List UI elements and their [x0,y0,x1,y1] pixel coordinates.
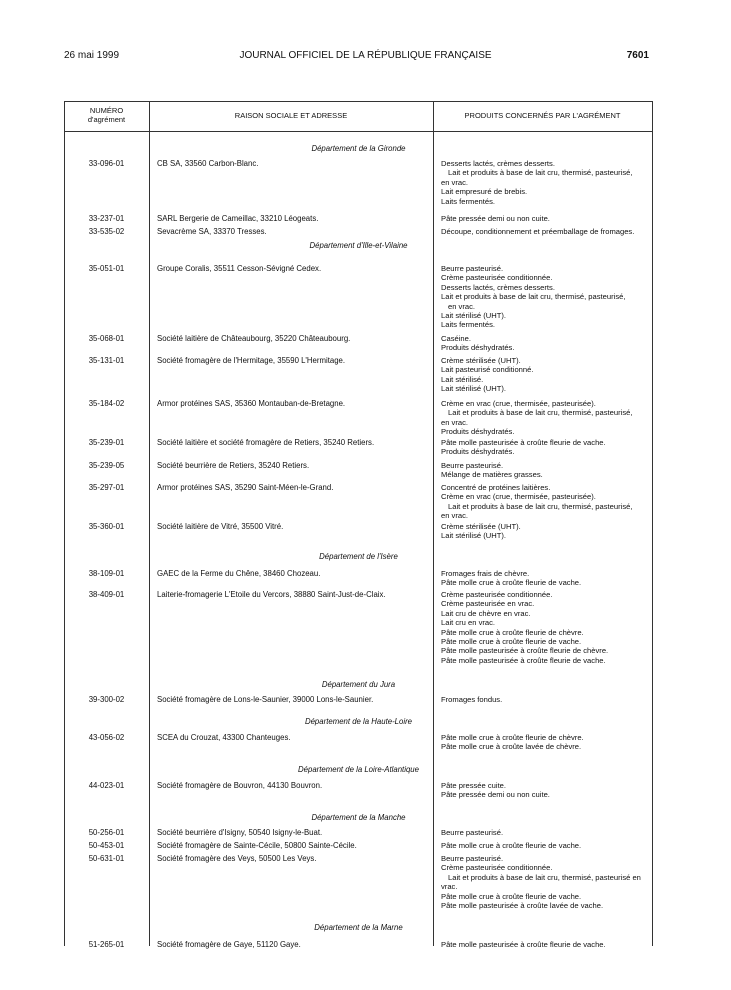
raison-sociale: SARL Bergerie de Cameillac, 33210 Léogeats. [157,214,319,223]
produit-line: en vrac. [448,301,476,311]
agrement-number: 35-184-02 [88,399,125,408]
raison-sociale: Laiterie-fromagerie L'Etoile du Vercors, 38880 Saint-Just-de-Claix. [157,590,386,599]
produit-line: Beurre pasteurisé. [441,828,504,837]
produits-list [441,399,632,437]
raison-sociale: SCEA du Crouzat, 43300 Chanteuges. [157,733,291,742]
produits-list [441,590,608,665]
produits-list [441,781,550,800]
produit-line: Pâte pressée demi ou non cuite. [441,790,550,800]
produit-line: Crème stérilisée (UHT). [441,356,521,365]
produits-list [441,356,533,394]
produit-line: Crème stérilisée (UHT). [441,522,521,531]
produits-list [441,159,632,206]
department-heading: Département de la Marne [314,923,403,932]
produits-list [441,695,502,704]
agrement-number: 38-409-01 [88,590,125,599]
produit-line: Pâte molle crue à croûte lavée de chèvre. [441,742,582,752]
produit-line: Pâte molle crue à croûte fleurie de vache. [441,578,582,588]
produit-line: Lait et produits à base de lait cru, thermisé, pasteurisé en [448,872,641,882]
produits-list [441,227,634,236]
produit-line: vrac. [441,882,458,892]
page-number: 7601 [626,50,649,61]
agrement-number: 51-265-01 [88,940,125,949]
produits-list [441,940,606,949]
agrement-number: 35-051-01 [88,264,125,273]
produit-line: Pâte molle pasteurisée à croûte fleurie de vache. [441,655,606,665]
produit-line: Pâte molle pasteurisée à croûte fleurie de vache. [441,438,606,447]
produit-line: Produits déshydratés. [441,447,515,457]
produit-line: Pâte molle crue à croûte fleurie de chèvre. [441,627,584,637]
produit-line: Pâte molle pasteurisée à croûte fleurie de vache. [441,940,606,949]
column-header-raison: RAISON SOCIALE ET ADRESSE [234,110,348,120]
produit-line: Pâte molle crue à croûte fleurie de vache. [441,841,582,850]
produit-line: Beurre pasteurisé. [441,854,504,863]
produit-line: Pâte molle pasteurisée à croûte lavée de vache. [441,901,604,911]
produit-line: Pâte pressée demi ou non cuite. [441,214,550,223]
produit-line: Pâte molle crue à croûte fleurie de vache. [441,891,582,901]
produits-list [441,828,503,837]
produit-line: Beurre pasteurisé. [441,461,504,470]
produits-list [441,214,550,223]
agrement-number: 35-068-01 [88,334,125,343]
produits-list [441,569,581,588]
column-header-produits: PRODUITS CONCERNÉS PAR L'AGRÉMENT [464,110,621,120]
produit-line: en vrac. [441,177,469,187]
department-heading: Département de l'Isère [319,552,398,561]
produits-list [441,334,514,353]
agrement-number: 35-131-01 [88,356,125,365]
produits-list [441,461,543,480]
produits-list [441,522,521,541]
produit-line: Pâte molle crue à croûte fleurie de vache. [441,637,582,647]
produit-line: Produits déshydratés. [441,343,515,353]
agrement-number: 50-256-01 [88,828,125,837]
produit-line: Lait et produits à base de lait cru, thermisé, pasteurisé, [448,168,633,178]
raison-sociale: Société fromagère de Sainte-Cécile, 50800 Sainte-Cécile. [157,841,357,850]
produit-line: Mélange de matières grasses. [441,470,543,480]
agrement-number: 35-297-01 [88,483,125,492]
agrement-number: 33-535-02 [88,227,125,236]
produit-line: Pâte molle pasteurisée à croûte fleurie de chèvre. [441,646,609,656]
raison-sociale: Armor protéines SAS, 35290 Saint-Méen-le-Grand. [157,483,334,492]
agrement-number: 50-453-01 [88,841,125,850]
produit-line: Lait et produits à base de lait cru, thermisé, pasteurisé, [441,292,626,302]
produits-list [441,733,584,752]
produit-line: Découpe, conditionnement et préemballage de fromages. [441,227,635,236]
raison-sociale: Société fromagère des Veys, 50500 Les Veys. [157,854,317,863]
raison-sociale: Société fromagère de Gaye, 51120 Gaye. [157,940,301,949]
produit-line: Lait pasteurisé conditionné. [441,365,534,375]
agrement-number: 35-239-05 [88,461,125,470]
department-heading: Département du Jura [321,680,396,689]
produit-line: Concentré de protéines laitières. [441,483,551,492]
produit-line: Crème en vrac (crue, thermisée, pasteurisée). [441,492,596,502]
produit-line: Lait empresuré de brebis. [441,187,528,197]
produit-line: Crème pasteurisée conditionnée. [441,273,553,283]
agrement-number: 33-237-01 [88,214,125,223]
produit-line: Crème pasteurisée conditionnée. [441,863,553,873]
table-header-rule [64,131,653,132]
raison-sociale: Sevacrème SA, 33370 Tresses. [157,227,267,236]
agrement-number: 38-109-01 [88,569,125,578]
agrement-number: 39-300-02 [88,695,125,704]
produit-line: Lait stérilisé (UHT). [441,384,506,394]
produit-line: Crème pasteurisée en vrac. [441,599,535,609]
page-date: 26 mai 1999 [64,50,120,61]
produit-line: Lait cru en vrac. [441,618,496,628]
produit-line: Laits fermentés. [441,320,496,330]
column-header-numero [64,101,149,131]
produit-line: Pâte pressée cuite. [441,781,507,790]
produits-list [441,483,632,521]
produit-line: Desserts lactés, crèmes desserts. [441,282,555,292]
produits-list [441,264,625,330]
produit-line: Lait et produits à base de lait cru, thermisé, pasteurisé, [448,501,633,511]
agrement-number: 35-360-01 [88,522,125,531]
produit-line: Lait cru de chèvre en vrac. [441,608,531,618]
raison-sociale: GAEC de la Ferme du Chêne, 38460 Chozeau. [157,569,321,578]
produit-line: Crème en vrac (crue, thermisée, pasteurisée). [441,399,596,408]
column-header-numero-line1: NUMÉRO [89,106,124,116]
produit-line: Beurre pasteurisé. [441,264,504,273]
produit-line: Pâte molle crue à croûte fleurie de chèvre. [441,733,584,742]
agrement-number: 44-023-01 [88,781,125,790]
agrement-number: 50-631-01 [88,854,125,863]
department-heading: Département de la Manche [311,813,406,822]
department-heading: Département de la Haute-Loire [304,717,413,726]
produit-line: Lait stérilisé (UHT). [441,531,506,541]
raison-sociale: Société fromagère de l'Hermitage, 35590 L'Hermitage. [157,356,346,365]
agrement-table [64,101,653,949]
raison-sociale: Société laitière de Châteaubourg, 35220 Châteaubourg. [157,334,351,343]
produit-line: en vrac. [441,511,469,521]
produit-line: Crème pasteurisée conditionnée. [441,590,553,599]
produit-line: Desserts lactés, crèmes desserts. [441,159,555,168]
produit-line: Laits fermentés. [441,196,496,206]
produit-line: Fromages frais de chèvre. [441,569,530,578]
produits-list [441,841,581,850]
produit-line: Fromages fondus. [441,695,503,704]
produits-list [441,854,641,910]
department-heading: Département d'Ille-et-Vilaine [309,241,408,250]
produits-list [441,438,606,457]
raison-sociale: CB SA, 33560 Carbon-Blanc. [157,159,259,168]
produit-line: Lait stérilisé (UHT). [441,311,506,321]
agrement-number: 33-096-01 [88,159,125,168]
raison-sociale: Société laitière et société fromagère de Retiers, 35240 Retiers. [157,438,375,447]
produit-line: Produits déshydratés. [441,427,515,437]
department-heading: Département de la Loire-Atlantique [298,765,419,774]
raison-sociale: Société fromagère de Bouvron, 44130 Bouvron. [157,781,323,790]
raison-sociale: Société fromagère de Lons-le-Saunier, 39000 Lons-le-Saunier. [157,695,374,704]
agrement-number: 43-056-02 [88,733,125,742]
raison-sociale: Armor protéines SAS, 35360 Montauban-de-Bretagne. [157,399,346,408]
column-header-numero-line2: d'agrément [87,115,126,124]
agrement-number: 35-239-01 [88,438,125,447]
journal-title: JOURNAL OFFICIEL DE LA RÉPUBLIQUE FRANÇAISE [239,50,492,61]
department-heading: Département de la Gironde [311,144,406,153]
raison-sociale: Société laitière de Vitré, 35500 Vitré. [157,522,284,531]
produit-line: Lait stérilisé. [441,374,484,384]
raison-sociale: Société beurrière de Retiers, 35240 Retiers. [157,461,310,470]
produit-line: Lait et produits à base de lait cru, thermisé, pasteurisé, [448,408,633,418]
raison-sociale: Groupe Coralis, 35511 Cesson-Sévigné Cedex. [157,264,322,273]
raison-sociale: Société beurrière d'Isigny, 50540 Isigny-le-Buat. [157,828,323,837]
produit-line: en vrac. [441,417,469,427]
produit-line: Caséine. [441,334,471,343]
